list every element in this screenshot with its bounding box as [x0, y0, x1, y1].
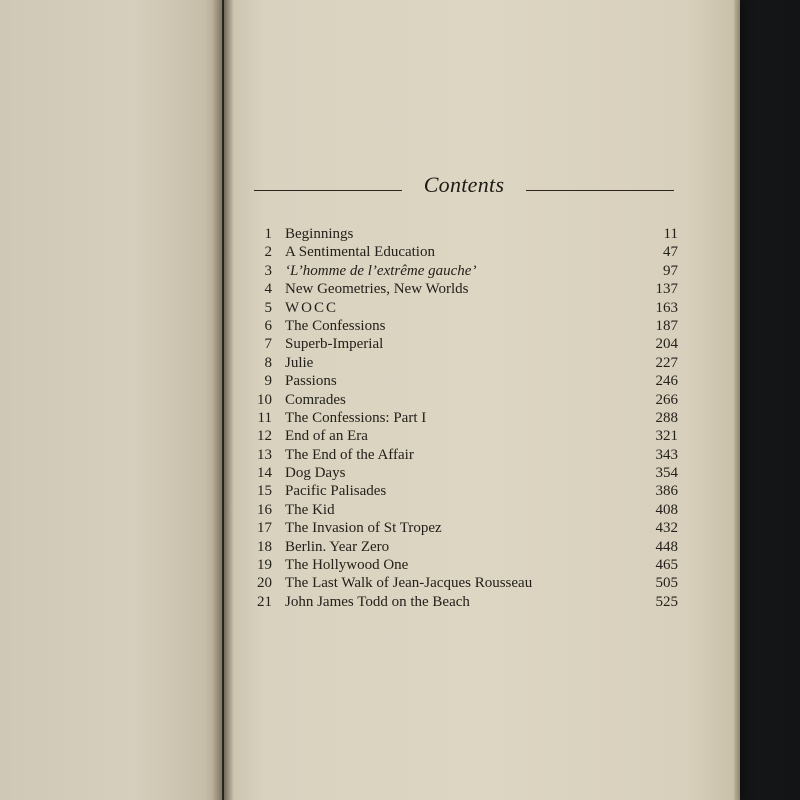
toc-entry — [252, 501, 678, 519]
chapter-page: 386 — [655, 483, 678, 500]
toc-entry — [252, 538, 678, 556]
heading-rule-left — [254, 190, 402, 191]
toc-entry — [252, 391, 678, 409]
toc-entry — [252, 593, 678, 611]
chapter-title: Pacific Palisades — [285, 483, 387, 500]
chapter-number: 6 — [264, 317, 272, 334]
chapter-number: 18 — [257, 538, 272, 555]
chapter-title: ‘L’homme de l’extrême gauche’ — [285, 262, 477, 279]
chapter-number: 9 — [264, 373, 272, 390]
chapter-title: Beginnings — [285, 226, 354, 242]
toc-entry — [252, 464, 678, 482]
chapter-number: 19 — [257, 557, 272, 574]
chapter-title: WOCC — [285, 299, 338, 316]
toc-entry — [252, 335, 678, 353]
chapter-page: 97 — [663, 262, 678, 279]
chapter-page: 163 — [655, 299, 678, 316]
chapter-page: 288 — [655, 409, 678, 426]
chapter-title: The Confessions — [285, 317, 386, 334]
toc-entry — [252, 574, 678, 592]
chapter-number: 4 — [264, 281, 272, 298]
chapter-title: Superb-Imperial — [285, 336, 384, 353]
chapter-page: 266 — [655, 391, 678, 408]
chapter-number: 3 — [264, 262, 272, 279]
chapter-number: 20 — [257, 575, 272, 592]
toc-entry — [252, 372, 678, 390]
chapter-page: 354 — [655, 465, 678, 482]
chapter-number: 7 — [264, 336, 272, 353]
chapter-title: The Invasion of St Tropez — [285, 520, 442, 537]
chapter-number: 21 — [257, 593, 272, 610]
chapter-page: 505 — [655, 575, 678, 592]
chapter-title: New Geometries, New Worlds — [285, 281, 469, 298]
chapter-title: The Last Walk of Jean-Jacques Rousseau — [285, 575, 533, 592]
chapter-number: 15 — [257, 483, 272, 500]
chapter-title: The Kid — [285, 501, 335, 518]
chapter-title: A Sentimental Education — [285, 244, 435, 261]
chapter-page: 525 — [655, 593, 678, 610]
chapter-title: John James Todd on the Beach — [285, 593, 470, 610]
book-gutter — [212, 0, 234, 800]
toc-entry — [252, 482, 678, 500]
left-book-page — [0, 0, 222, 800]
toc-entry — [252, 427, 678, 445]
toc-entry — [252, 519, 678, 537]
toc-entry — [252, 299, 678, 317]
toc-entry — [252, 243, 678, 261]
chapter-number: 16 — [257, 501, 272, 518]
chapter-number: 13 — [257, 446, 272, 463]
chapter-title: Julie — [285, 354, 314, 371]
contents-heading — [254, 170, 674, 204]
chapter-page: 432 — [655, 520, 678, 537]
toc-entry — [252, 409, 678, 427]
toc-entry — [252, 354, 678, 372]
chapter-title: Passions — [285, 373, 337, 390]
chapter-page: 448 — [655, 538, 678, 555]
chapter-page: 47 — [663, 244, 678, 261]
chapter-title: End of an Era — [285, 428, 368, 445]
table-of-contents — [252, 225, 678, 611]
chapter-number: 14 — [257, 465, 272, 482]
chapter-page: 246 — [655, 373, 678, 390]
chapter-title: The Confessions: Part I — [285, 409, 427, 426]
chapter-page: 408 — [655, 501, 678, 518]
chapter-page: 187 — [655, 317, 678, 334]
toc-entry — [252, 262, 678, 280]
chapter-number: 2 — [264, 244, 272, 261]
toc-entry — [252, 556, 678, 574]
chapter-number: 11 — [257, 409, 272, 426]
chapter-page: 321 — [655, 428, 678, 445]
chapter-number: 8 — [264, 354, 272, 371]
heading-rule-right — [526, 190, 674, 191]
chapter-number: 17 — [257, 520, 272, 537]
chapter-title: The End of the Affair — [285, 446, 414, 463]
chapter-title: Berlin. Year Zero — [285, 538, 390, 555]
chapter-number: 1 — [264, 226, 272, 242]
chapter-page: 227 — [655, 354, 678, 371]
page-edge — [734, 0, 740, 800]
chapter-title: The Hollywood One — [285, 557, 409, 574]
chapter-page: 11 — [663, 226, 678, 242]
chapter-title: Dog Days — [285, 465, 346, 482]
chapter-number: 12 — [257, 428, 272, 445]
toc-entry — [252, 446, 678, 464]
chapter-page: 343 — [655, 446, 678, 463]
toc-entry — [252, 225, 678, 243]
chapter-page: 204 — [655, 336, 678, 353]
chapter-number: 10 — [257, 391, 272, 408]
chapter-title: Comrades — [285, 391, 346, 408]
chapter-page: 137 — [655, 281, 678, 298]
chapter-number: 5 — [264, 299, 272, 316]
toc-entry — [252, 280, 678, 298]
toc-entry — [252, 317, 678, 335]
chapter-page: 465 — [655, 557, 678, 574]
contents-title: Contents — [423, 172, 505, 197]
